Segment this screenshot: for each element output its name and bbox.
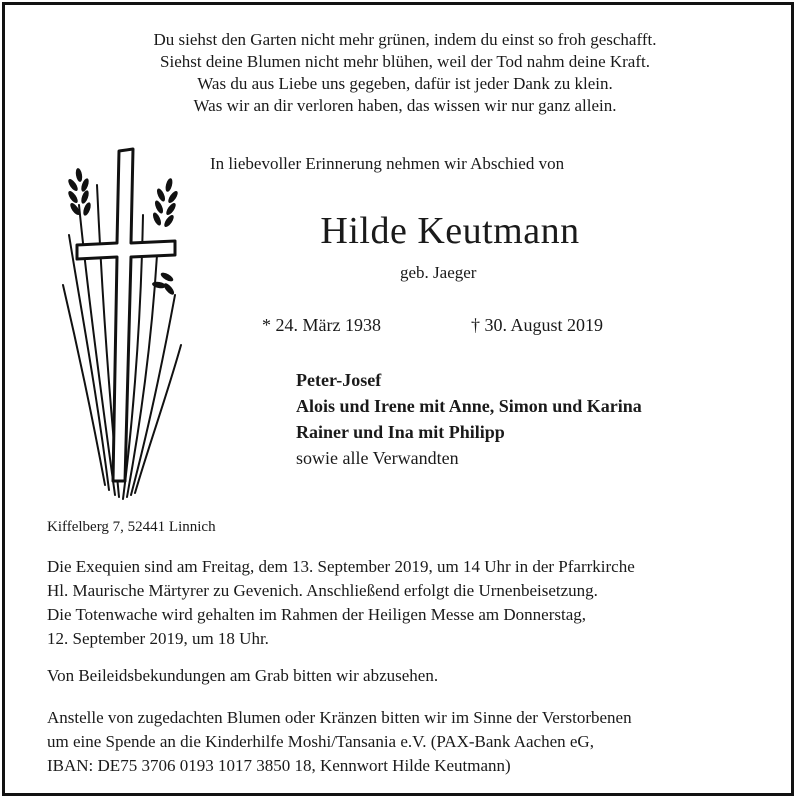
service-line: Hl. Maurische Märtyrer zu Gevenich. Anschließend erfolgt die Urnenbeisetzung. xyxy=(47,581,598,600)
mourners-closing: sowie alle Verwandten xyxy=(296,448,459,468)
poem-line: Was du aus Liebe uns gegeben, dafür ist jeder Dank zu klein. xyxy=(197,74,613,93)
birth-date: * 24. März 1938 xyxy=(262,315,381,335)
cross-with-wheat-icon xyxy=(57,145,187,505)
donation-line: IBAN: DE75 3706 0193 1017 3850 18, Kennwort Hilde Keutmann) xyxy=(47,756,511,775)
donation-paragraph xyxy=(47,706,632,778)
service-line: 12. September 2019, um 18 Uhr. xyxy=(47,629,269,648)
poem xyxy=(5,29,800,117)
service-paragraph xyxy=(47,555,635,651)
grave-note xyxy=(47,664,438,688)
mourner-line: Alois und Irene mit Anne, Simon und Karina xyxy=(296,396,642,416)
grave-note-line: Von Beileidsbekundungen am Grab bitten wir abzusehen. xyxy=(47,666,439,685)
mourner-line: Peter-Josef xyxy=(296,370,382,390)
poem-line: Du siehst den Garten nicht mehr grünen, indem du einst so froh geschafft. xyxy=(153,30,657,49)
mourner-line: Rainer und Ina mit Philipp xyxy=(296,422,505,442)
mourners-list xyxy=(296,367,642,471)
intro-text: In liebevoller Erinnerung nehmen wir Abschied von xyxy=(210,154,565,173)
donation-line: um eine Spende an die Kinderhilfe Moshi/Tansania e.V. (PAX-Bank Aachen eG, xyxy=(47,732,594,751)
notice-frame xyxy=(2,2,794,796)
poem-line: Was wir an dir verloren haben, das wissen wir nur ganz allein. xyxy=(193,96,617,115)
maiden-name: geb. Jaeger xyxy=(400,263,477,282)
service-line: Die Exequien sind am Freitag, dem 13. September 2019, um 14 Uhr in der Pfarrkirche xyxy=(47,557,635,576)
poem-line: Siehst deine Blumen nicht mehr blühen, weil der Tod nahm deine Kraft. xyxy=(160,52,650,71)
death-date: † 30. August 2019 xyxy=(471,315,604,335)
donation-line: Anstelle von zugedachten Blumen oder Kränzen bitten wir im Sinne der Verstorbenen xyxy=(47,708,632,727)
address: Kiffelberg 7, 52441 Linnich xyxy=(47,519,216,535)
service-line: Die Totenwache wird gehalten im Rahmen der Heiligen Messe am Donnerstag, xyxy=(47,605,587,624)
deceased-name: Hilde Keutmann xyxy=(320,210,580,252)
